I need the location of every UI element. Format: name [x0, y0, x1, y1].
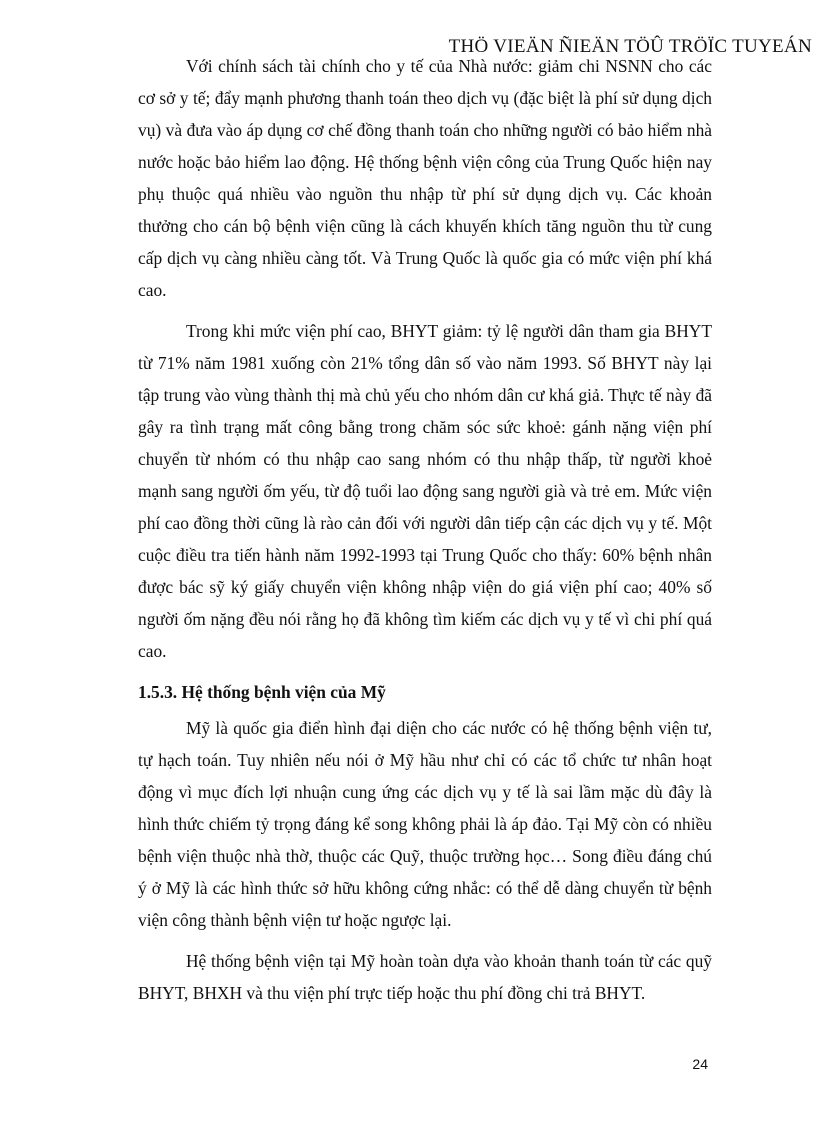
paragraph-health-insurance-decline: Trong khi mức viện phí cao, BHYT giảm: tỷ lệ người dân tham gia BHYT từ 71% năm 1981 xuống còn 21% tổng dân số vào năm 1993. Số BHYT này lại tập trung vào vùng thành thị mà chủ yếu cho nhóm dân cư khá giả. Thực tế này đã gây ra tình trạng mất công bằng trong chăm sóc sức khoẻ: gánh nặng viện phí chuyển từ nhóm có thu nhập cao sang nhóm có thu nhập thấp, từ người khoẻ mạnh sang người ốm yếu, từ độ tuổi lao động sang người già và trẻ em. Mức viện phí cao đồng thời cũng là rào cản đối với người dân tiếp cận các dịch vụ y tế. Một cuộc điều tra tiến hành năm 1992-1993 tại Trung Quốc cho thấy: 60% bệnh nhân được bác sỹ ký giấy chuyển viện không nhập viện do giá viện phí cao; 40% số người ốm nặng đều nói rằng họ đã không tìm kiếm các dịch vụ y tế vì chi phí quá cao.	[138, 321, 712, 661]
page-number: 24	[692, 1056, 708, 1072]
paragraph-us-hospital-system: Mỹ là quốc gia điển hình đại diện cho các nước có hệ thống bệnh viện tư, tự hạch toán. Tuy nhiên nếu nói ở Mỹ hầu như chỉ có các tổ chức tư nhân hoạt động vì mục đích lợi nhuận cung ứng các dịch vụ y tế là sai lầm mặc dù đây là hình thức chiếm tỷ trọng đáng kể song không phải là áp đảo. Tại Mỹ còn có nhiều bệnh viện thuộc nhà thờ, thuộc các Quỹ, thuộc trường học… Song điều đáng chú ý ở Mỹ là các hình thức sở hữu không cứng nhắc: có thể dễ dàng chuyển từ bệnh viện công thành bệnh viện tư hoặc ngược lại.	[138, 718, 712, 930]
document-body	[138, 50, 712, 1018]
paragraph-healthcare-finance-policy: Với chính sách tài chính cho y tế của Nhà nước: giảm chi NSNN cho các cơ sở y tế; đẩy mạnh phương thanh toán theo dịch vụ (đặc biệt là phí sử dụng dịch vụ) và đưa vào áp dụng cơ chế đồng thanh toán cho những người có bảo hiểm nhà nước hoặc bảo hiểm lao động. Hệ thống bệnh viện công của Trung Quốc hiện nay phụ thuộc quá nhiều vào nguồn thu nhập từ phí sử dụng dịch vụ. Các khoản thưởng cho cán bộ bệnh viện cũng là cách khuyến khích tăng nguồn thu từ cung cấp dịch vụ càng nhiều càng tốt. Và Trung Quốc là quốc gia có mức viện phí khá cao.	[138, 56, 712, 300]
paragraph-us-hospital-funding: Hệ thống bệnh viện tại Mỹ hoàn toàn dựa vào khoản thanh toán từ các quỹ BHYT, BHXH và thu viện phí trực tiếp hoặc thu phí đồng chi trả BHYT.	[138, 951, 712, 1003]
library-header: THÖ VIEÄN ÑIEÄN TÖÛ TRÖÏC TUYEÁN	[448, 36, 812, 57]
section-heading-us-hospitals: 1.5.3. Hệ thống bệnh viện của Mỹ	[138, 682, 386, 702]
